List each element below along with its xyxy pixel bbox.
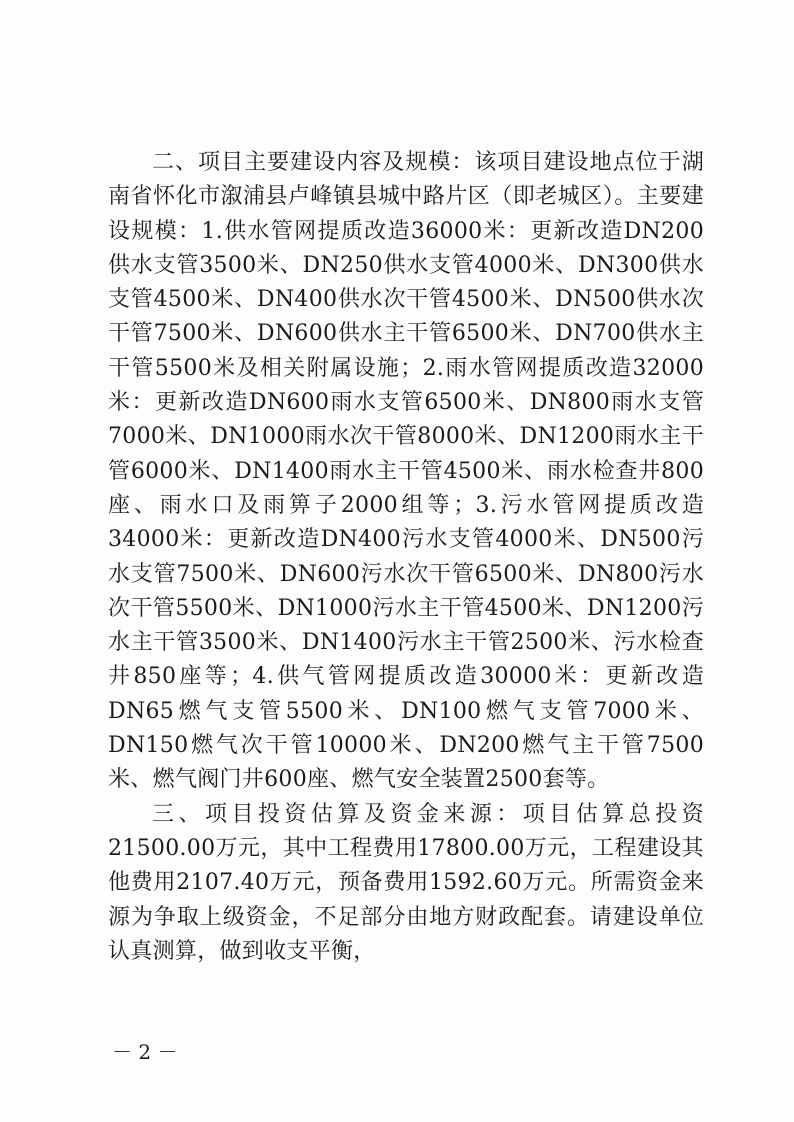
- body-text: [108, 146, 704, 969]
- page-number: － 2 －: [112, 1040, 178, 1064]
- paragraph-investment-estimate: 三、项目投资估算及资金来源：项目估算总投资21500.00万元，其中工程费用17800.00万元，工程建设其他费用2107.40万元，预备费用1592.60万元。所需资金来源为争取上级资金，不足部分由地方财政配套。请建设单位认真测算，做到收支平衡，: [108, 801, 704, 964]
- paragraph-construction-scope: 二、项目主要建设内容及规模：该项目建设地点位于湖南省怀化市溆浦县卢峰镇县城中路片区（即老城区）。主要建设规模：1.供水管网提质改造36000米：更新改造DN200供水支管3500米、DN250供水支管4000米、DN300供水支管4500米、DN400供水次干管4500米、DN500供水次干管7500米、DN600供水主干管6500米、DN700供水主干管5500米及相关附属设施；2.雨水管网提质改造32000米：更新改造DN600雨水支管6500米、DN800雨水支管7000米、DN1000雨水次干管8000米、DN1200雨水主干管6000米、DN1400雨水主干管4500米、雨水检查井800座、雨水口及雨箅子2000组等；3.污水管网提质改造34000米：更新改造DN400污水支管4000米、DN500污水支管7500米、DN600污水次干管6500米、DN800污水次干管5500米、DN1000污水主干管4500米、DN1200污水主干管3500米、DN1400污水主干管2500米、污水检查井850座等；4.供气管网提质改造30000米：更新改造DN65燃气支管5500米、DN100燃气支管7000米、DN150燃气次干管10000米、DN200燃气主干管7500米、燃气阀门井600座、燃气安全装置2500套等。: [108, 150, 704, 793]
